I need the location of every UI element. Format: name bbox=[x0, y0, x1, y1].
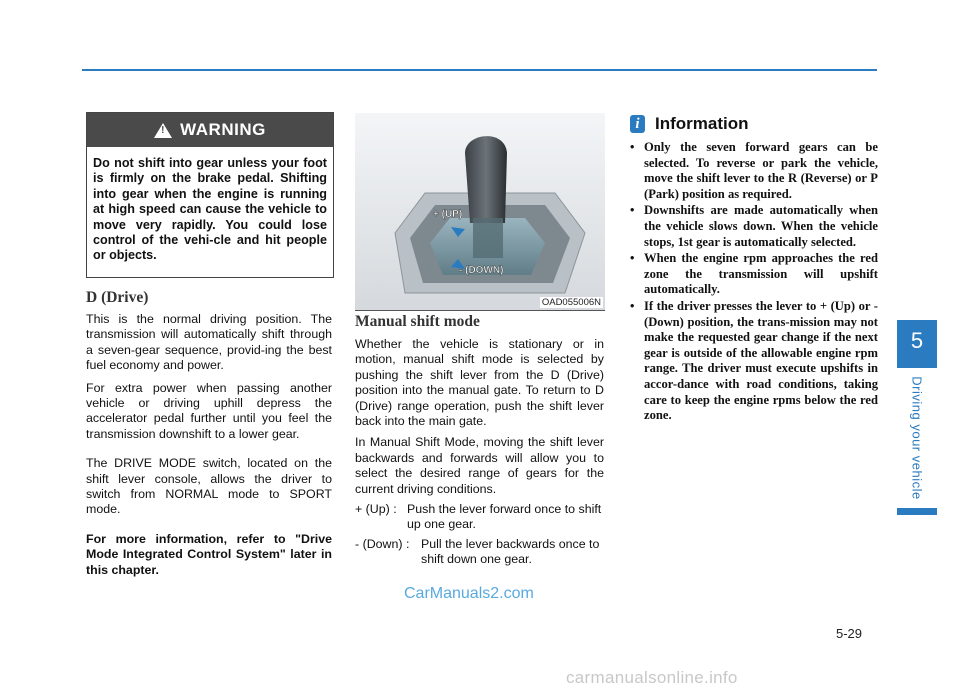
warning-text: Do not shift into gear unless your foot is firmly on the brake pedal. Shifting into gear when the engine is running at high speed can cause the vehicle to move very rapidly. You could lose control of the vehi-cle and hit people or objects. bbox=[93, 156, 327, 263]
information-heading bbox=[630, 114, 749, 134]
watermark-footer: carmanualsonline.info bbox=[566, 668, 738, 687]
info-icon: i bbox=[630, 115, 645, 133]
warning-triangle-icon: ! bbox=[154, 123, 172, 138]
drive-paragraph-2: For extra power when passing another vehicle or driving uphill depress the accelerator pedal further until you feel the transmission downshift to a lower gear. bbox=[86, 380, 332, 441]
down-text: Pull the lever backwards once to shift down one gear. bbox=[421, 536, 600, 567]
chapter-number: 5 bbox=[910, 328, 924, 353]
information-list bbox=[630, 140, 878, 425]
figure-down-label: - (DOWN) bbox=[459, 265, 504, 276]
manual-shift-section bbox=[355, 313, 604, 568]
page-number: 5-29 bbox=[836, 626, 863, 641]
manual-paragraph-2: In Manual Shift Mode, moving the shift lever backwards and forwards will allow you to select the desired range of gears for the current driving conditions. bbox=[355, 435, 604, 496]
drive-paragraph-3: The DRIVE MODE switch, located on the shift lever console, allows the driver to switch from NORMAL mode to SPORT mode. bbox=[86, 456, 332, 517]
drive-paragraph-1: This is the normal driving position. The transmission will automatically shift through a seven-gear sequence, provid-ing the best fuel economy and power. bbox=[86, 312, 332, 373]
drive-reference-note: For more information, refer to "Drive Mode Integrated Control System" later in this chapter. bbox=[86, 531, 332, 577]
drive-heading: D (Drive) bbox=[86, 289, 149, 306]
shift-lever-figure bbox=[355, 113, 605, 311]
drive-section bbox=[86, 289, 332, 578]
up-key: + (Up) : bbox=[355, 502, 397, 517]
warning-title: WARNING bbox=[180, 120, 266, 139]
warning-box bbox=[86, 112, 334, 278]
header-rule bbox=[82, 69, 877, 71]
watermark-link[interactable]: CarManuals2.com bbox=[404, 585, 534, 602]
list-item: • When the engine rpm approaches the red zone the transmission will upshift automatically. bbox=[630, 251, 878, 298]
chapter-label: Driving your vehicle bbox=[909, 376, 925, 500]
information-title: Information bbox=[655, 114, 749, 133]
manual-heading: Manual shift mode bbox=[355, 313, 480, 330]
manual-paragraph-1: Whether the vehicle is stationary or in motion, manual shift mode is selected by pushing the shift lever from the D (Drive) position into the manual gate. To return to D (Drive) range operation, push the shift lever back into the main gate. bbox=[355, 337, 604, 429]
chapter-tab bbox=[897, 320, 937, 515]
up-text: Push the lever forward once to shift up one gear. bbox=[407, 502, 602, 532]
warning-header bbox=[87, 113, 333, 147]
chapter-label-box bbox=[897, 368, 937, 508]
down-instruction bbox=[355, 537, 604, 568]
list-item: • Downshifts are made automatically when the vehicle slows down. When the vehicle stops, 1st gear is automatically selected. bbox=[630, 203, 878, 250]
up-instruction bbox=[355, 502, 604, 533]
figure-caption: OAD055006N bbox=[541, 297, 601, 308]
shift-lever-illustration bbox=[355, 113, 605, 310]
list-item: • Only the seven forward gears can be selected. To reverse or park the vehicle, move the shift lever to the R (Reverse) or P (Park) position as required. bbox=[630, 140, 878, 202]
down-key: - (Down) : bbox=[355, 536, 410, 551]
figure-up-label: + (UP) bbox=[433, 209, 463, 220]
list-item: • If the driver presses the lever to + (Up) or - (Down) position, the trans-mission may not make the requested gear change if the next gear is outside of the allowable engine rpm range. The driver must execute upshifts in accor-dance with road conditions, taking care to keep the engine rpms below the red zone. bbox=[630, 299, 878, 424]
